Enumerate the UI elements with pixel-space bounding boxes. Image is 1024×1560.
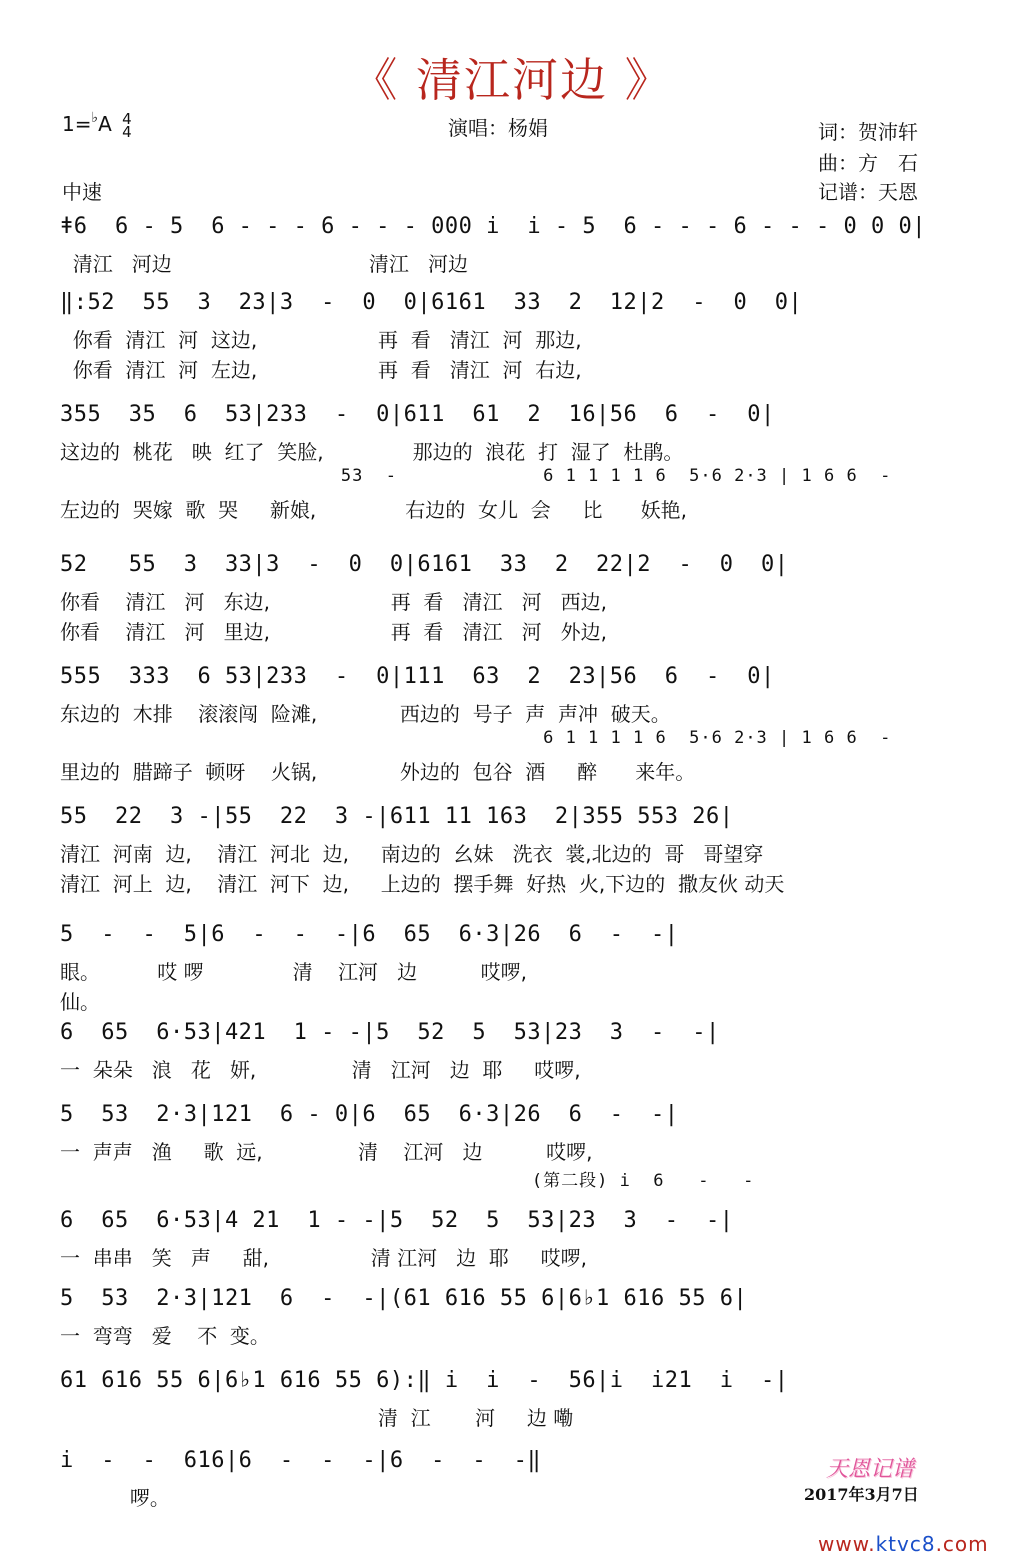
lyric-line: 清 江 河 边 嘞 [60, 1406, 574, 1430]
key-prefix: 1= [62, 112, 92, 136]
lyric-line: 东边的 木排 滚滚闯 险滩, 西边的 号子 声 声冲 破天。 [60, 702, 671, 726]
lyric-line: 这边的 桃花 映 红了 笑脸, 那边的 浪花 打 湿了 杜鹃。 [60, 440, 684, 464]
notation-line: 5 - - 5|6 - - -|6 65 6·3|26 6 - -| [60, 922, 679, 947]
lyric-line: 一 串串 笑 声 甜, 清 江河 边 耶 哎啰, [60, 1246, 588, 1270]
alternate-notation: (第二段) i 6 - - [60, 1171, 755, 1191]
lyricist: 词：贺沛轩 [818, 120, 918, 144]
transcriber: 记谱：天恩 [818, 180, 918, 204]
notation-line: 55 22 3 -|55 22 3 -|611 11 163 2|355 553 26| [60, 804, 734, 829]
tempo-marking: 中速 [62, 180, 102, 204]
lyric-line: 你看 清江 河 这边, 再 看 清江 河 那边, [60, 328, 582, 352]
time-signature [122, 109, 132, 141]
lyric-line: 清江 河上 边, 清江 河下 边, 上边的 摆手舞 好热 火,下边的 撒友伙 动天 [60, 872, 785, 896]
lyric-line: 你看 清江 河 里边, 再 看 清江 河 外边, [60, 620, 608, 644]
notation-line: 52 55 3 33|3 - 0 0|6161 33 2 22|2 - 0 0| [60, 552, 789, 577]
notation-line: 555 333 6 53|233 - 0|111 63 2 23|56 6 - 0| [60, 664, 775, 689]
notation-line: 6 65 6·53|421 1 - -|5 52 5 53|23 3 - -| [60, 1020, 720, 1045]
song-title: 《 清江河边 》 [351, 53, 673, 107]
lyric-line-alt: 里边的 腊蹄子 顿呀 火锅, 外边的 包谷 酒 醉 来年。 [60, 760, 696, 784]
flat-sign: ♭ [91, 110, 99, 126]
key-signature [62, 110, 132, 139]
website-watermark [818, 1532, 989, 1556]
lyric-line: 一 朵朵 浪 花 妍, 清 江河 边 耶 哎啰, [60, 1058, 581, 1082]
site-suffix: .com [935, 1532, 989, 1556]
lyric-line: 眼。 哎 啰 清 江河 边 哎啰, [60, 960, 528, 984]
lyric-line: 你看 清江 河 东边, 再 看 清江 河 西边, [60, 590, 608, 614]
notation-line: 61 616 55 6|6♭1 616 55 6):‖ i i - 56|i i21 i -| [60, 1368, 789, 1393]
lyric-line: 一 声声 渔 歌 远, 清 江河 边 哎啰, [60, 1140, 593, 1164]
lyric-line-alt: 左边的 哭嫁 歌 哭 新娘, 右边的 女儿 会 比 妖艳, [60, 498, 688, 522]
date: 2017年3月7日 [804, 1485, 919, 1504]
composer: 曲：方 石 [818, 151, 918, 175]
notation-line: 5 53 2·3|121 6 - 0|6 65 6·3|26 6 - -| [60, 1102, 679, 1127]
lyric-line: 清江 河南 边, 清江 河北 边, 南边的 幺妹 洗衣 裳,北边的 哥 哥望穿 [60, 842, 764, 866]
notation-line: ‖:52 55 3 23|3 - 0 0|6161 33 2 12|2 - 0 0| [60, 290, 803, 315]
lyric-line: 清江 河边 清江 河边 [60, 252, 468, 276]
site-name: ktvc8 [875, 1532, 936, 1556]
singer: 演唱：杨娟 [448, 116, 548, 140]
lyric-line: 你看 清江 河 左边, 再 看 清江 河 右边, [60, 358, 582, 382]
notation-line: 355 35 6 53|233 - 0|611 61 2 16|56 6 - 0| [60, 402, 775, 427]
lyric-line: 仙。 [60, 990, 100, 1014]
notation-line: i - - 616|6 - - -|6 - - -‖ [60, 1448, 542, 1473]
transcriber-stamp: 天恩记谱 [826, 1457, 915, 1482]
site-prefix: www. [818, 1532, 876, 1556]
time-bottom: 4 [122, 122, 132, 141]
notation-line: 5 53 2·3|121 6 - -|(61 616 55 6|6♭1 616 55 6| [60, 1286, 748, 1311]
alternate-notation: 53 - 6 1 1 1 1 6 5·6 2·3 | 1 6 6 - [60, 466, 892, 486]
notation-line: 6 65 6·53|4 21 1 - -|5 52 5 53|23 3 - -| [60, 1208, 734, 1233]
lyric-line: 啰。 [60, 1486, 170, 1510]
key-letter: A [98, 112, 112, 136]
alternate-notation: 6 1 1 1 1 6 5·6 2·3 | 1 6 6 - [60, 728, 892, 748]
time-top: 4 [122, 109, 132, 128]
notation-line: ǂ6 6 - 5 6 - - - 6 - - - 000 i i - 5 6 - - - 6 - - - 0 0 0| [60, 214, 926, 239]
lyric-line: 一 弯弯 爱 不 变。 [60, 1324, 270, 1348]
